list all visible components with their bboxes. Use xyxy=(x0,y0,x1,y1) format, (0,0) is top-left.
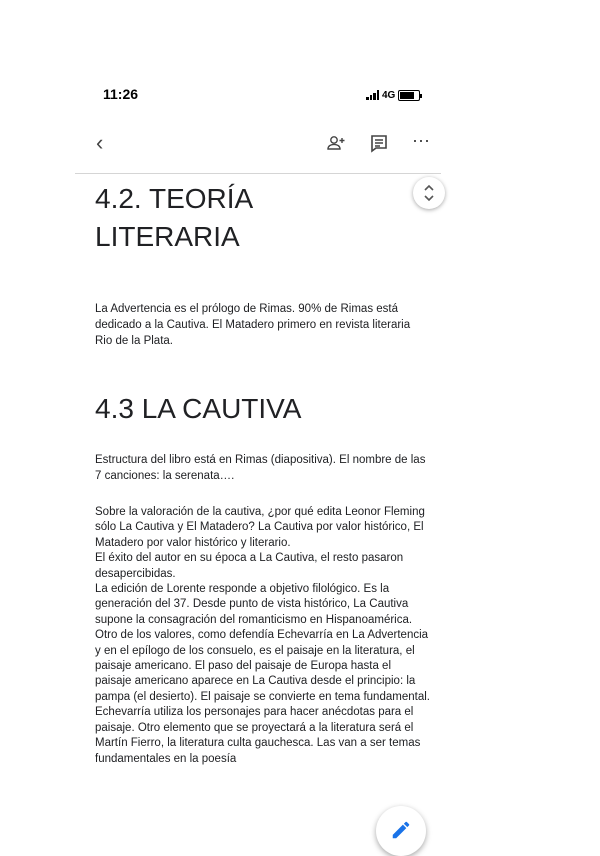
chevron-up-down-icon xyxy=(421,183,437,203)
heading-teoria-literaria: 4.2. TEORÍA LITERARIA xyxy=(95,183,252,252)
doc-toolbar xyxy=(0,124,600,164)
edit-fab-button[interactable] xyxy=(376,806,426,856)
toolbar-divider xyxy=(75,173,441,174)
add-person-icon[interactable] xyxy=(325,132,347,154)
more-options-button[interactable]: ··· xyxy=(412,130,430,150)
back-button[interactable]: ‹ xyxy=(96,130,104,155)
edit-pencil-icon xyxy=(390,819,412,841)
battery-level xyxy=(400,92,414,99)
status-time: 11:26 xyxy=(103,86,139,102)
text-line: La edición de Lorente responde a objetivo filológico. Es la generación del 37. Desde punto de vista histórico, La Cautiva supone la consagración del romanticismo en Hispanoamérica. Otro de los valores, como defendía Echevarría en La Advertencia y en el epílogo de los consuelo, es el paisaje en la literatura, el paisaje americano. El paso del paisaje de Europa hasta el paisaje americano aparece en La Cautiva desde el principio: la pampa (el desierto). El paisaje se convierte en tema fundamental. Echevarría utiliza los personajes para hacer anécdotas para el paisaje. Otro elemento que se proyectará a la literatura será el Martín Fierro, la literatura culta gauchesca. Las van a ser temas fundamentales en la poesía xyxy=(95,583,430,765)
network-type: 4G xyxy=(382,89,396,101)
status-bar xyxy=(0,0,600,120)
paragraph-estructura: Estructura del libro está en Rimas (diapositiva). El nombre de las 7 canciones: la serenata…. xyxy=(95,454,426,482)
signal-icon xyxy=(366,90,379,100)
comment-icon[interactable] xyxy=(368,132,390,154)
text-line: El éxito del autor en su época a La Cautiva, el resto pasaron desapercibidas. xyxy=(95,552,404,580)
paragraph-valoracion xyxy=(95,505,430,767)
scroll-navigation-button[interactable] xyxy=(413,177,445,209)
status-indicators xyxy=(366,88,420,102)
paragraph-advertencia: La Advertencia es el prólogo de Rimas. 90% de Rimas está dedicado a la Cautiva. El Matadero primero en revista literaria Rio de la Plata. xyxy=(95,303,411,347)
heading-la-cautiva: 4.3 LA CAUTIVA xyxy=(95,393,302,424)
battery-icon xyxy=(398,90,420,101)
text-line: Sobre la valoración de la cautiva, ¿por qué edita Leonor Fleming sólo La Cautiva y El Matadero? La Cautiva por valor histórico, El Matadero por valor histórico y literario. xyxy=(95,506,425,549)
